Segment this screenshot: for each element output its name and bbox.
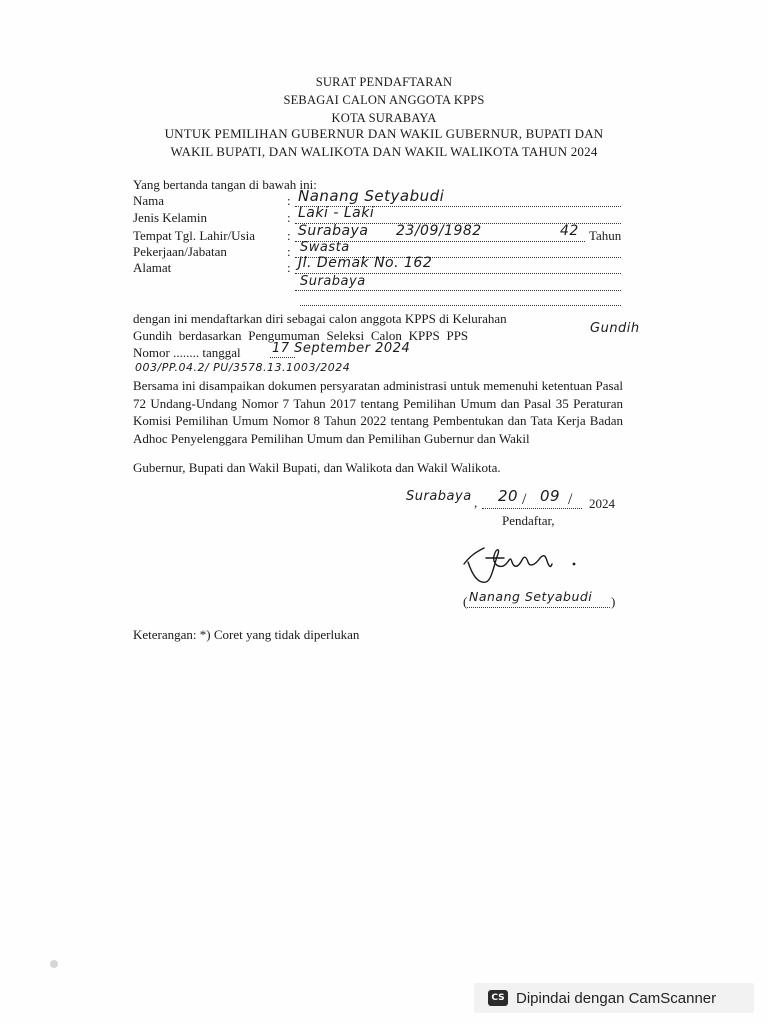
camscanner-badge bbox=[474, 983, 754, 1013]
nama-value: Nanang Setyabudi bbox=[298, 187, 445, 205]
signature-month: 09 bbox=[540, 487, 561, 505]
signature-name: Nanang Setyabudi bbox=[469, 589, 593, 604]
alamat-line-2: Surabaya bbox=[300, 274, 366, 289]
alamat-dotted-line-3 bbox=[300, 305, 621, 306]
signature-comma: , bbox=[474, 495, 478, 510]
title-line-3: KOTA SURABAYA bbox=[331, 111, 437, 125]
alamat-label: Alamat bbox=[133, 260, 172, 275]
signature-slash-1: / bbox=[522, 491, 527, 508]
nama-label: Nama bbox=[133, 193, 165, 208]
body-line-2: Gundih berdasarkan Pengumuman Seleksi Calon KPPS PPS bbox=[133, 328, 469, 343]
tanggal-value: 17 September 2024 bbox=[272, 341, 411, 356]
title-line-1: SURAT PENDAFTARAN bbox=[315, 75, 453, 89]
body-paragraph-2: Bersama ini disampaikan dokumen persyaratan administrasi untuk memenuhi ketentuan Pasal 72 Undang-Undang Nomor 7 Tahun 2017 tentang Pemilihan Umum dan Pasal 35 Peraturan Komisi Pemilihan Umum Nomor 8 Tahun 2022 tentang Pembentukan dan Tata Kerja Badan Adhoc Penyelenggara Pemilihan Umum dan Pemilihan Gubernur dan Wakil bbox=[133, 378, 623, 446]
jk-label: Jenis Kelamin bbox=[133, 210, 208, 225]
note-text: Keterangan: *) Coret yang tidak diperlukan bbox=[133, 627, 360, 642]
title-line-4: UNTUK PEMILIHAN GUBERNUR DAN WAKIL GUBERNUR, BUPATI DAN bbox=[164, 126, 604, 141]
intro-text: Yang bertanda tangan di bawah ini: bbox=[133, 177, 317, 192]
signature-slash-2: / bbox=[568, 491, 573, 508]
alamat-colon: : bbox=[287, 260, 291, 275]
pekerjaan-colon: : bbox=[287, 244, 291, 259]
jk-colon: : bbox=[287, 210, 291, 225]
ttl-date: 23/09/1982 bbox=[396, 223, 482, 239]
signature-open-paren: ( bbox=[463, 594, 468, 609]
ttl-age: 42 bbox=[560, 223, 579, 239]
body-line-1: dengan ini mendaftarkan diri sebagai calon anggota KPPS di Kelurahan bbox=[133, 311, 507, 326]
jk-value: Laki - Laki bbox=[298, 205, 375, 221]
alamat-dotted-line-2 bbox=[295, 290, 621, 291]
signature-day: 20 bbox=[498, 487, 519, 505]
ttl-suffix: Tahun bbox=[589, 228, 622, 243]
ttl-label: Tempat Tgl. Lahir/Usia bbox=[133, 228, 255, 243]
scan-smudge bbox=[50, 960, 58, 968]
title-line-5: WAKIL BUPATI, DAN WALIKOTA DAN WAKIL WALIKOTA TAHUN 2024 bbox=[170, 144, 598, 159]
title-line-2: SEBAGAI CALON ANGGOTA KPPS bbox=[283, 93, 485, 107]
camscanner-logo-icon: CS bbox=[488, 990, 508, 1006]
signature-year: 2024 bbox=[589, 496, 615, 511]
signature-close-paren: ) bbox=[611, 594, 616, 609]
ttl-colon: : bbox=[287, 228, 291, 243]
tanggal-dotted-line bbox=[270, 357, 295, 358]
nomor-value: 003/PP.04.2/ PU/3578.13.1003/2024 bbox=[135, 361, 351, 374]
signature-date-dotted-line bbox=[482, 508, 582, 509]
signature-label: Pendaftar, bbox=[502, 513, 555, 528]
signature-scribble bbox=[456, 534, 586, 596]
body-paragraph-2-last-line: Gubernur, Bupati dan Wakil Bupati, dan Walikota dan Wakil Walikota. bbox=[133, 460, 501, 475]
signature-place: Surabaya bbox=[406, 489, 472, 504]
alamat-line-1: Jl. Demak No. 162 bbox=[298, 255, 433, 271]
pps-value: Gundih bbox=[590, 321, 640, 336]
pekerjaan-label: Pekerjaan/Jabatan bbox=[133, 244, 227, 259]
ttl-place: Surabaya bbox=[298, 223, 369, 239]
signature-name-dotted-line bbox=[467, 607, 610, 608]
camscanner-text: Dipindai dengan CamScanner bbox=[516, 989, 717, 1007]
pekerjaan-value: Swasta bbox=[300, 240, 350, 255]
nomor-label: Nomor ........ tanggal bbox=[133, 345, 241, 360]
nama-colon: : bbox=[287, 193, 291, 208]
